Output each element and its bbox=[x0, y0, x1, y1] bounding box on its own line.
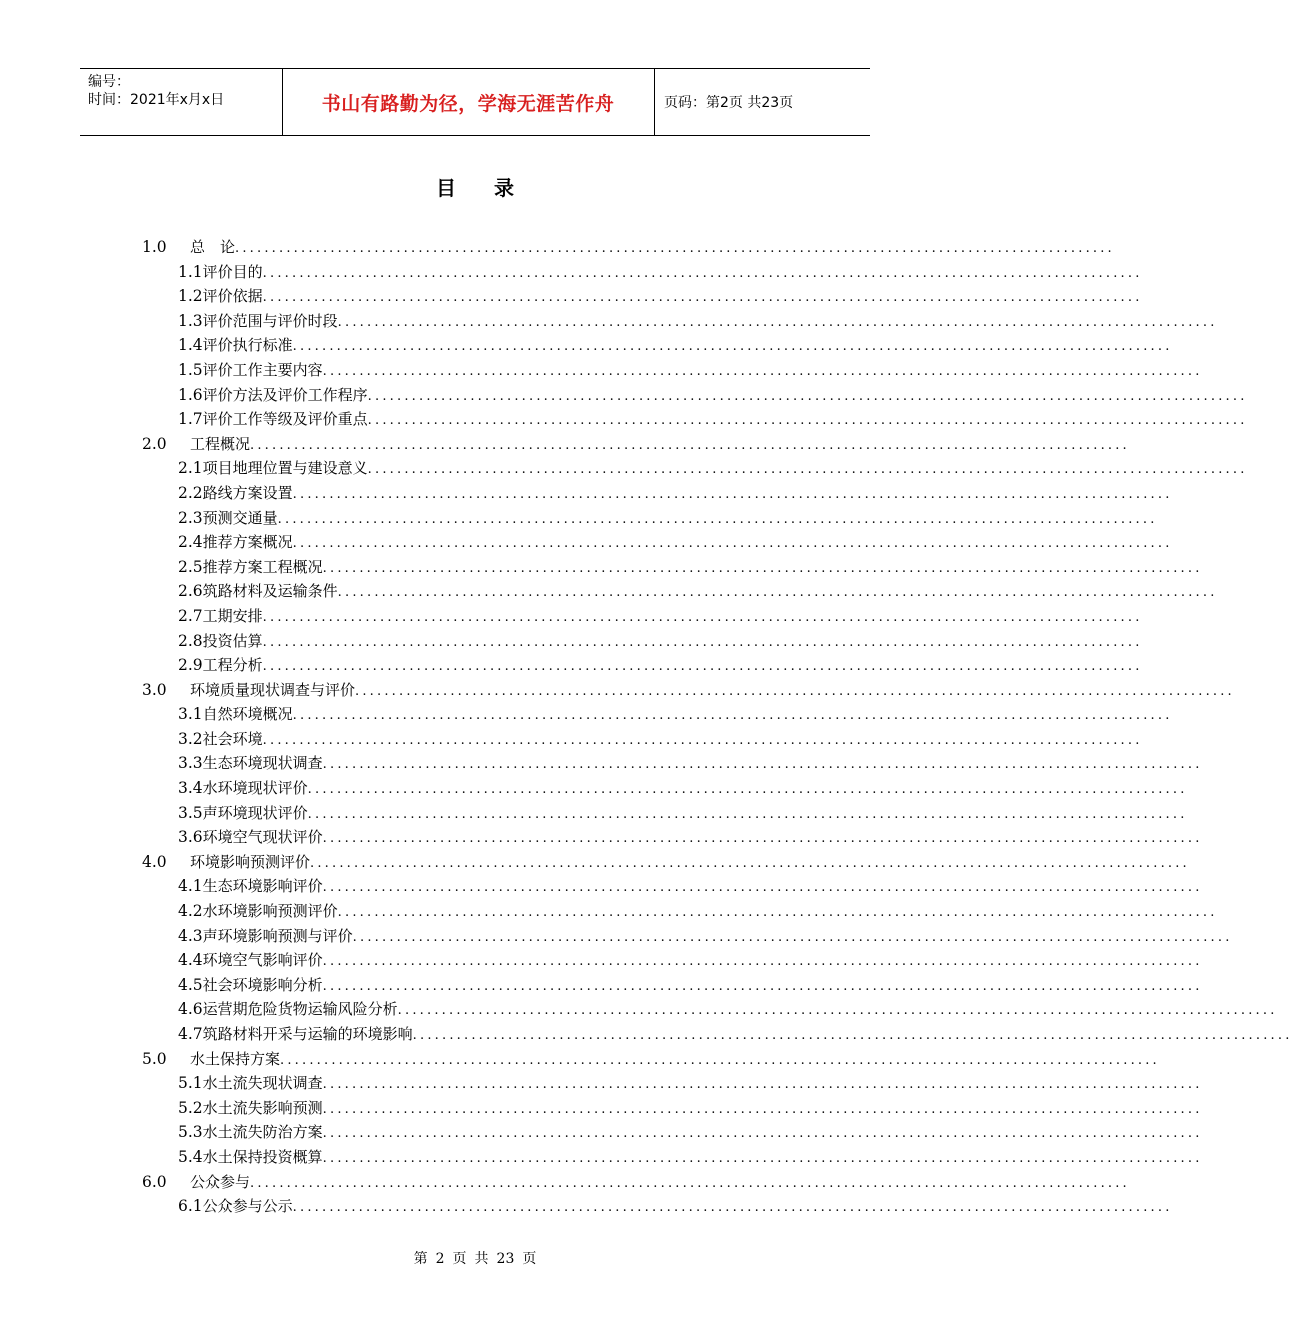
toc-chapter-entry[interactable] bbox=[142, 236, 1115, 261]
toc-dot-leader: ........................................................................................................................ bbox=[322, 831, 1203, 847]
toc-entry-title: 环境空气现状评价 bbox=[202, 828, 323, 847]
toc-dot-leader: ........................................................................................................................ bbox=[397, 1003, 1278, 1019]
toc-entry-number: 1.1 bbox=[178, 262, 203, 281]
document-number-label: 编号： bbox=[88, 74, 130, 90]
toc-dot-leader: ........................................................................................................................ bbox=[322, 1077, 1203, 1093]
toc-entry-title: 评价方法及评价工作程序 bbox=[202, 385, 368, 404]
toc-entry-title: 工程概况 bbox=[190, 434, 251, 453]
toc-section-entry[interactable] bbox=[142, 949, 1203, 974]
toc-section-entry[interactable] bbox=[142, 482, 1173, 507]
toc-entry-title: 评价依据 bbox=[202, 287, 263, 306]
toc-entry-title: 公众参与 bbox=[190, 1172, 251, 1191]
toc-dot-leader: ........................................................................................................................ bbox=[292, 486, 1173, 502]
toc-dot-leader: ........................................................................................................................ bbox=[277, 511, 1158, 527]
toc-entry-title: 水土保持投资概算 bbox=[202, 1147, 323, 1166]
toc-section-entry[interactable] bbox=[142, 875, 1203, 900]
footer-prefix: 第 bbox=[413, 1251, 428, 1267]
toc-section-entry[interactable] bbox=[142, 998, 1278, 1023]
document-date-label: 时间：2021年x月x日 bbox=[88, 92, 225, 108]
toc-entry-title: 社会环境 bbox=[202, 729, 263, 748]
toc-dot-leader: ........................................................................................................................ bbox=[310, 855, 1190, 871]
toc-title bbox=[0, 172, 950, 201]
toc-chapter-entry[interactable] bbox=[142, 1048, 1160, 1073]
toc-entry-number: 3.1 bbox=[178, 705, 203, 724]
toc-entry-title: 评价执行标准 bbox=[202, 336, 293, 355]
toc-section-entry[interactable] bbox=[142, 556, 1203, 581]
toc-entry-title: 水环境影响预测评价 bbox=[202, 902, 338, 921]
toc-dot-leader: ........................................................................................................................ bbox=[367, 388, 1248, 404]
toc-dot-leader: ........................................................................................................................ bbox=[262, 265, 1143, 281]
toc-dot-leader: ........................................................................................................................ bbox=[322, 880, 1203, 896]
toc-section-entry[interactable] bbox=[142, 408, 1248, 433]
footer-suffix: 页 bbox=[522, 1251, 537, 1267]
toc-dot-leader: ........................................................................................................................ bbox=[262, 634, 1143, 650]
toc-dot-leader: ........................................................................................................................ bbox=[262, 732, 1143, 748]
toc-dot-leader: ........................................................................................................................ bbox=[292, 536, 1173, 552]
toc-section-entry[interactable] bbox=[142, 605, 1143, 630]
toc-entry-number: 4.4 bbox=[178, 951, 203, 970]
toc-dot-leader: ........................................................................................................................ bbox=[322, 1101, 1203, 1117]
toc-title-char-1: 目 bbox=[436, 176, 456, 200]
toc-entry-title: 生态环境影响评价 bbox=[202, 877, 323, 896]
toc-entry-title: 公众参与公示 bbox=[202, 1197, 293, 1216]
toc-dot-leader: ........................................................................................................................ bbox=[250, 1175, 1130, 1191]
header-page-info: 页码：第2页 共23页 bbox=[664, 95, 794, 111]
toc-section-entry[interactable] bbox=[142, 580, 1218, 605]
toc-entry-title: 投资估算 bbox=[202, 631, 263, 650]
toc-entry-number: 6.0 bbox=[142, 1172, 167, 1191]
toc-section-entry[interactable] bbox=[142, 1195, 1173, 1220]
toc-entry-number: 2.6 bbox=[178, 582, 203, 601]
toc-entry-title: 评价范围与评价时段 bbox=[202, 311, 338, 330]
toc-entry-number: 2.3 bbox=[178, 508, 203, 527]
toc-entry-title: 环境影响预测评价 bbox=[190, 852, 311, 871]
toc-dot-leader: ........................................................................................................................ bbox=[322, 978, 1203, 994]
toc-dot-leader: ........................................................................................................................ bbox=[235, 241, 1115, 256]
toc-entry-number: 2.9 bbox=[178, 656, 203, 675]
footer-page-unit: 页 bbox=[452, 1251, 467, 1267]
toc-entry-number: 3.6 bbox=[178, 828, 203, 847]
toc-section-entry[interactable] bbox=[142, 261, 1143, 286]
toc-entry-number: 4.0 bbox=[142, 852, 167, 871]
toc-section-entry[interactable] bbox=[142, 359, 1203, 384]
toc-section-entry[interactable] bbox=[142, 1121, 1203, 1146]
table-of-contents bbox=[142, 236, 1293, 1220]
toc-dot-leader: ........................................................................................................................ bbox=[250, 437, 1130, 453]
toc-dot-leader: ........................................................................................................................ bbox=[262, 609, 1143, 625]
toc-dot-leader: ........................................................................................................................ bbox=[322, 363, 1203, 379]
toc-entry-number: 2.5 bbox=[178, 557, 203, 576]
toc-chapter-entry[interactable] bbox=[142, 433, 1130, 458]
toc-dot-leader: ........................................................................................................................ bbox=[412, 1028, 1293, 1043]
toc-section-entry[interactable] bbox=[142, 802, 1188, 827]
toc-entry-title: 社会环境影响分析 bbox=[202, 975, 323, 994]
toc-entry-number: 2.4 bbox=[178, 533, 203, 552]
toc-dot-leader: ........................................................................................................................ bbox=[322, 560, 1203, 576]
toc-entry-number: 5.2 bbox=[178, 1098, 203, 1117]
toc-section-entry[interactable] bbox=[142, 1072, 1203, 1097]
toc-entry-number: 2.1 bbox=[178, 459, 203, 478]
toc-dot-leader: ........................................................................................................................ bbox=[352, 929, 1233, 945]
toc-entry-number: 3.5 bbox=[178, 803, 203, 822]
toc-entry-number: 5.4 bbox=[178, 1147, 203, 1166]
toc-section-entry[interactable] bbox=[142, 1097, 1203, 1122]
toc-dot-leader: ........................................................................................................................ bbox=[337, 585, 1218, 601]
page-header bbox=[80, 68, 870, 136]
toc-entry-number: 4.2 bbox=[178, 902, 203, 921]
toc-entry-title: 筑路材料开采与运输的环境影响 bbox=[202, 1025, 413, 1043]
toc-entry-title: 路线方案设置 bbox=[202, 483, 293, 502]
toc-entry-title: 运营期危险货物运输风险分析 bbox=[202, 1000, 398, 1019]
toc-section-entry[interactable] bbox=[142, 974, 1203, 999]
toc-entry-title: 水土流失影响预测 bbox=[202, 1098, 323, 1117]
toc-section-entry[interactable] bbox=[142, 826, 1203, 851]
toc-entry-number: 1.7 bbox=[178, 410, 203, 429]
toc-entry-title: 声环境影响预测与评价 bbox=[202, 926, 353, 945]
toc-dot-leader: ........................................................................................................................ bbox=[292, 708, 1173, 724]
toc-dot-leader: ........................................................................................................................ bbox=[280, 1052, 1160, 1068]
toc-entry-number: 1.2 bbox=[178, 287, 203, 306]
toc-chapter-entry[interactable] bbox=[142, 1171, 1130, 1196]
toc-dot-leader: ........................................................................................................................ bbox=[292, 1200, 1173, 1216]
toc-section-entry[interactable] bbox=[142, 777, 1188, 802]
toc-entry-title: 水土流失现状调查 bbox=[202, 1074, 323, 1093]
toc-entry-title: 声环境现状评价 bbox=[202, 803, 308, 822]
page-footer bbox=[0, 1248, 950, 1268]
toc-entry-number: 1.0 bbox=[142, 238, 167, 256]
toc-section-entry[interactable] bbox=[142, 1023, 1293, 1048]
toc-entry-number: 4.3 bbox=[178, 926, 203, 945]
toc-section-entry[interactable] bbox=[142, 384, 1248, 409]
toc-dot-leader: ........................................................................................................................ bbox=[367, 413, 1248, 429]
toc-entry-title: 评价工作等级及评价重点 bbox=[202, 410, 368, 429]
toc-entry-title: 工期安排 bbox=[202, 606, 263, 625]
toc-dot-leader: ........................................................................................................................ bbox=[307, 782, 1188, 798]
toc-entry-number: 3.3 bbox=[178, 754, 203, 773]
toc-entry-number: 5.1 bbox=[178, 1074, 203, 1093]
toc-section-entry[interactable] bbox=[142, 457, 1248, 482]
toc-entry-title: 环境空气影响评价 bbox=[202, 951, 323, 970]
toc-section-entry[interactable] bbox=[142, 630, 1143, 655]
toc-dot-leader: ........................................................................................................................ bbox=[322, 1126, 1203, 1142]
toc-section-entry[interactable] bbox=[142, 310, 1218, 335]
toc-entry-title: 筑路材料及运输条件 bbox=[202, 582, 338, 601]
header-divider-right bbox=[654, 69, 655, 135]
toc-dot-leader: ........................................................................................................................ bbox=[307, 806, 1188, 822]
toc-chapter-entry[interactable] bbox=[142, 851, 1190, 876]
toc-entry-title: 总 论 bbox=[190, 238, 236, 256]
toc-entry-title: 水环境现状评价 bbox=[202, 779, 308, 798]
toc-section-entry[interactable] bbox=[142, 334, 1173, 359]
toc-dot-leader: ........................................................................................................................ bbox=[367, 462, 1248, 478]
toc-entry-number: 3.2 bbox=[178, 729, 203, 748]
toc-dot-leader: ........................................................................................................................ bbox=[322, 1150, 1203, 1166]
toc-entry-title: 推荐方案概况 bbox=[202, 533, 293, 552]
toc-entry-number: 1.4 bbox=[178, 336, 203, 355]
toc-entry-title: 评价目的 bbox=[202, 262, 263, 281]
toc-dot-leader: ........................................................................................................................ bbox=[262, 290, 1143, 306]
toc-section-entry[interactable] bbox=[142, 507, 1158, 532]
toc-dot-leader: ........................................................................................................................ bbox=[337, 905, 1218, 921]
toc-entry-number: 1.3 bbox=[178, 311, 203, 330]
toc-entry-title: 水土保持方案 bbox=[190, 1049, 281, 1068]
toc-entry-number: 4.6 bbox=[178, 1000, 203, 1019]
toc-entry-title: 工程分析 bbox=[202, 656, 263, 675]
toc-entry-number: 1.6 bbox=[178, 385, 203, 404]
toc-entry-number: 2.8 bbox=[178, 631, 203, 650]
toc-entry-number: 4.1 bbox=[178, 877, 203, 896]
toc-entry-number: 2.7 bbox=[178, 606, 203, 625]
footer-total-pages: 23 bbox=[496, 1251, 515, 1267]
toc-dot-leader: ........................................................................................................................ bbox=[292, 339, 1173, 355]
toc-dot-leader: ........................................................................................................................ bbox=[337, 314, 1218, 330]
toc-entry-title: 自然环境概况 bbox=[202, 705, 293, 724]
toc-section-entry[interactable] bbox=[142, 654, 1143, 679]
toc-entry-number: 5.0 bbox=[142, 1049, 167, 1068]
toc-entry-title: 项目地理位置与建设意义 bbox=[202, 459, 368, 478]
toc-entry-title: 生态环境现状调查 bbox=[202, 754, 323, 773]
toc-section-entry[interactable] bbox=[142, 285, 1143, 310]
footer-total-prefix: 共 bbox=[474, 1251, 489, 1267]
footer-page-number: 2 bbox=[435, 1251, 445, 1267]
toc-chapter-entry[interactable] bbox=[142, 679, 1235, 704]
toc-title-char-2: 录 bbox=[494, 176, 514, 200]
toc-dot-leader: ........................................................................................................................ bbox=[355, 683, 1235, 699]
toc-entry-number: 4.5 bbox=[178, 975, 203, 994]
header-motto: 书山有路勤为径，学海无涯苦作舟 bbox=[321, 92, 615, 115]
toc-section-entry[interactable] bbox=[142, 703, 1173, 728]
toc-entry-title: 推荐方案工程概况 bbox=[202, 557, 323, 576]
toc-section-entry[interactable] bbox=[142, 1146, 1203, 1171]
toc-section-entry[interactable] bbox=[142, 531, 1173, 556]
toc-entry-number: 2.2 bbox=[178, 483, 203, 502]
toc-entry-title: 预测交通量 bbox=[202, 508, 278, 527]
toc-entry-title: 水土流失防治方案 bbox=[202, 1123, 323, 1142]
toc-entry-number: 2.0 bbox=[142, 434, 167, 453]
toc-dot-leader: ........................................................................................................................ bbox=[322, 757, 1203, 773]
toc-entry-number: 6.1 bbox=[178, 1197, 203, 1216]
toc-section-entry[interactable] bbox=[142, 728, 1143, 753]
toc-entry-title: 环境质量现状调查与评价 bbox=[190, 680, 356, 699]
toc-dot-leader: ........................................................................................................................ bbox=[322, 954, 1203, 970]
toc-section-entry[interactable] bbox=[142, 925, 1233, 950]
toc-entry-number: 3.0 bbox=[142, 680, 167, 699]
toc-dot-leader: ........................................................................................................................ bbox=[262, 659, 1143, 675]
header-meta bbox=[88, 73, 278, 109]
toc-section-entry[interactable] bbox=[142, 752, 1203, 777]
toc-entry-number: 1.5 bbox=[178, 360, 203, 379]
toc-entry-number: 4.7 bbox=[178, 1025, 203, 1043]
toc-entry-number: 5.3 bbox=[178, 1123, 203, 1142]
toc-section-entry[interactable] bbox=[142, 900, 1218, 925]
toc-entry-number: 3.4 bbox=[178, 779, 203, 798]
toc-entry-title: 评价工作主要内容 bbox=[202, 360, 323, 379]
